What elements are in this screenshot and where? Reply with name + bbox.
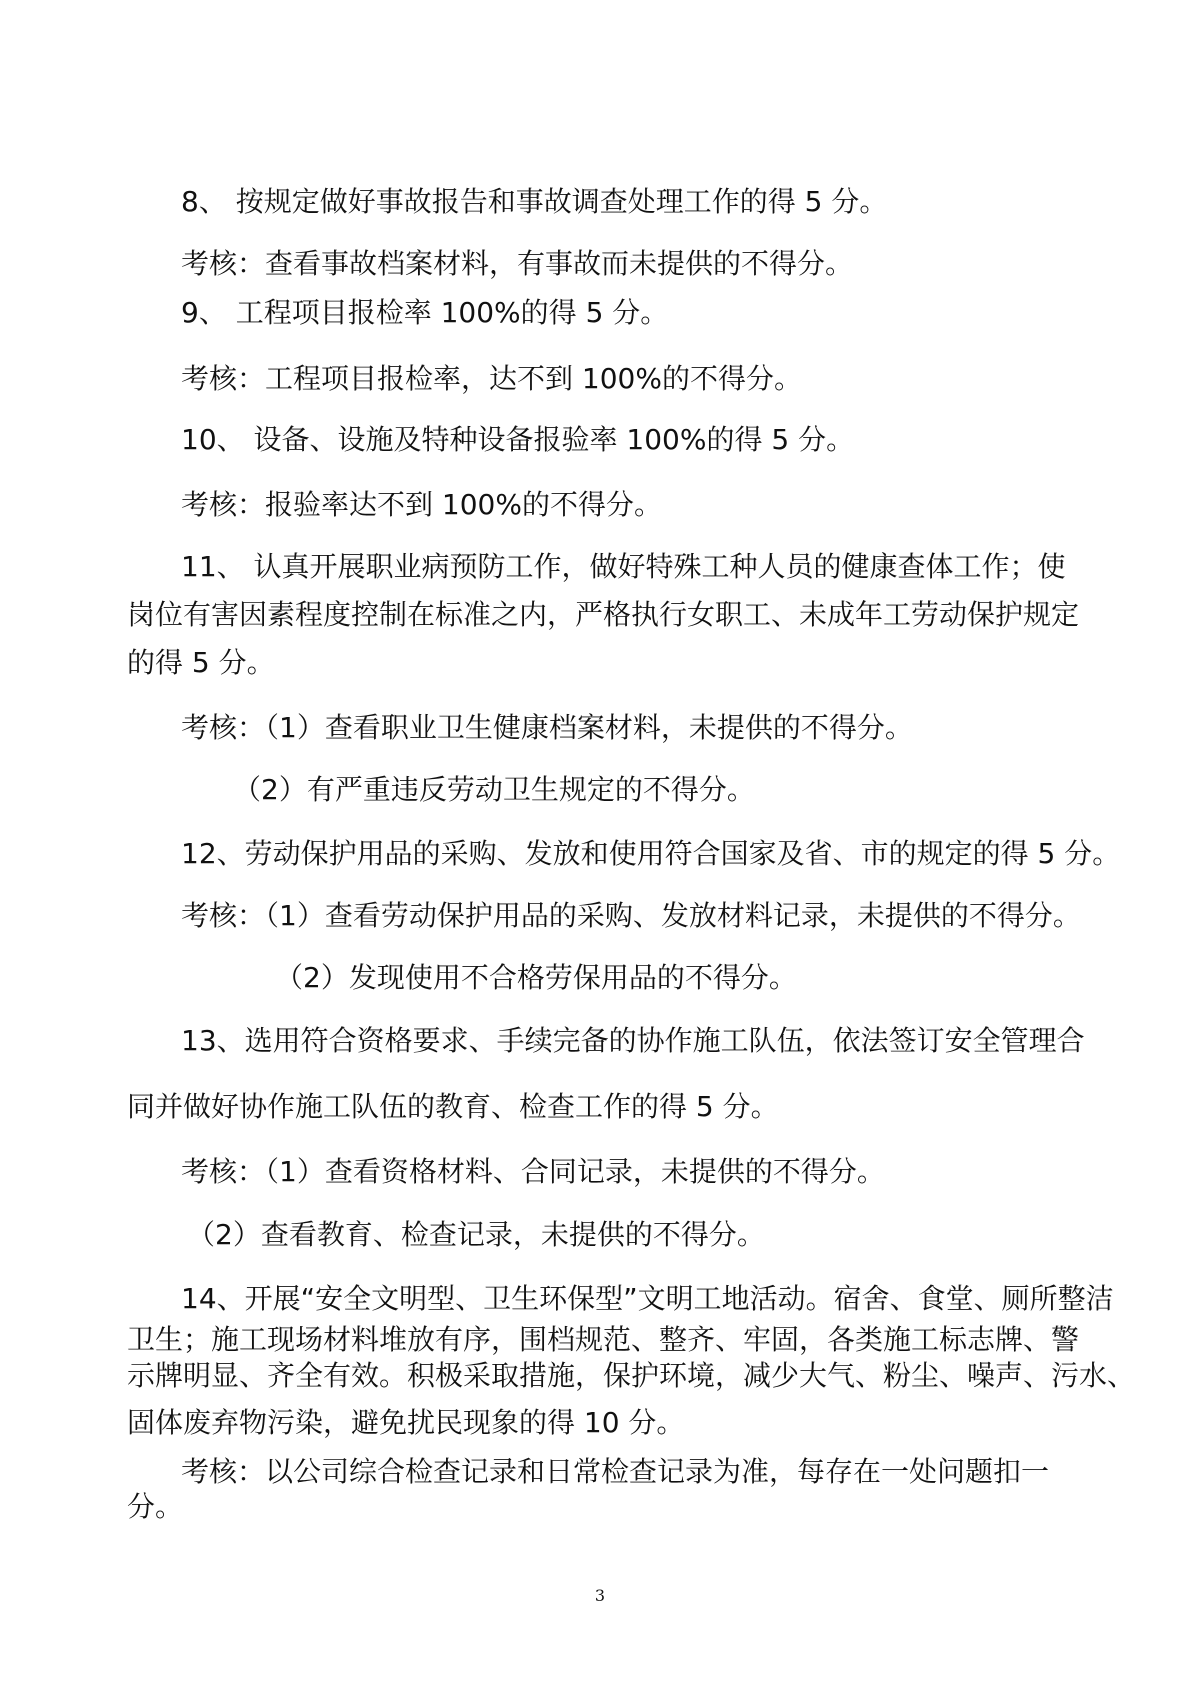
item-13-line-1: 13、选用符合资格要求、手续完备的协作施工队伍，依法签订安全管理合 — [181, 1024, 1085, 1057]
item-14-line-3: 示牌明显、齐全有效。积极采取措施，保护环境，减少大气、粉尘、噪声、污水、 — [127, 1359, 1136, 1392]
item-11-line-1: 11、 认真开展职业病预防工作，做好特殊工种人员的健康查体工作；使 — [181, 550, 1066, 583]
assessment-9-line: 考核：工程项目报检率，达不到 100%的不得分。 — [181, 362, 802, 395]
assessment-12-line-2: （2）发现使用不合格劳保用品的不得分。 — [275, 961, 797, 994]
assessment-11-line-2: （2）有严重违反劳动卫生规定的不得分。 — [233, 773, 755, 806]
item-10-line: 10、 设备、设施及特种设备报验率 100%的得 5 分。 — [181, 423, 855, 456]
item-14-line-4: 固体废弃物污染，避免扰民现象的得 10 分。 — [127, 1406, 685, 1439]
assessment-14-line-2: 分。 — [127, 1490, 184, 1523]
assessment-13-line-1: 考核：（1）查看资格材料、合同记录，未提供的不得分。 — [181, 1155, 885, 1188]
assessment-10-line: 考核：报验率达不到 100%的不得分。 — [181, 488, 662, 521]
assessment-12-line-1: 考核：（1）查看劳动保护用品的采购、发放材料记录，未提供的不得分。 — [181, 899, 1081, 932]
item-13-line-2: 同并做好协作施工队伍的教育、检查工作的得 5 分。 — [127, 1090, 779, 1123]
assessment-13-line-2: （2）查看教育、检查记录，未提供的不得分。 — [187, 1218, 765, 1251]
assessment-11-line-1: 考核：（1）查看职业卫生健康档案材料，未提供的不得分。 — [181, 711, 913, 744]
assessment-14-line-1: 考核：以公司综合检查记录和日常检查记录为准，每存在一处问题扣一 — [181, 1455, 1050, 1488]
page-number: 3 — [594, 1586, 606, 1605]
item-12-line: 12、劳动保护用品的采购、发放和使用符合国家及省、市的规定的得 5 分。 — [181, 837, 1121, 870]
item-9-line: 9、 工程项目报检率 100%的得 5 分。 — [181, 296, 669, 329]
item-14-line-1: 14、开展“安全文明型、卫生环保型”文明工地活动。宿舍、食堂、厕所整洁 — [181, 1282, 1114, 1315]
item-11-line-3: 的得 5 分。 — [127, 646, 275, 679]
item-11-line-2: 岗位有害因素程度控制在标准之内，严格执行女职工、未成年工劳动保护规定 — [127, 598, 1080, 631]
item-14-line-2: 卫生；施工现场材料堆放有序，围档规范、整齐、牢固，各类施工标志牌、警 — [127, 1323, 1080, 1356]
assessment-8-line: 考核：查看事故档案材料，有事故而未提供的不得分。 — [181, 247, 854, 280]
item-8-line: 8、 按规定做好事故报告和事故调查处理工作的得 5 分。 — [181, 185, 888, 218]
